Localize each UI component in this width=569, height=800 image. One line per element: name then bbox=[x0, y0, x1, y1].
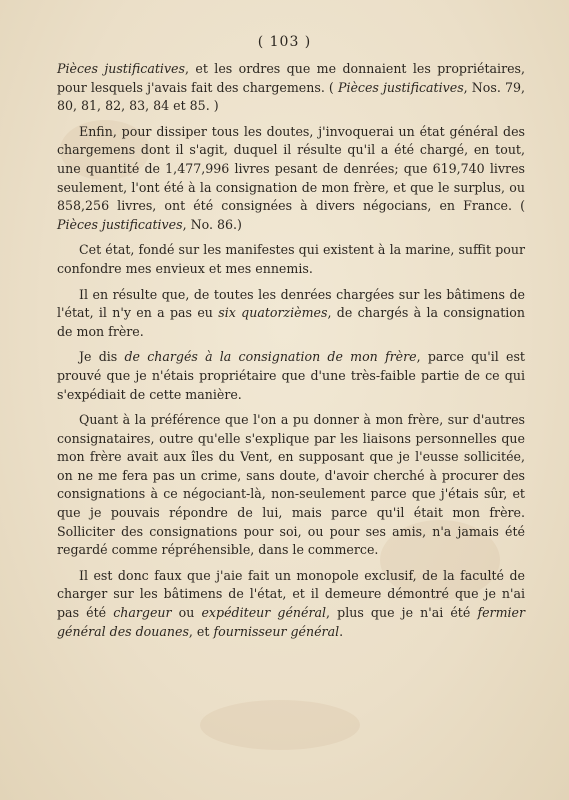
paragraph bbox=[57, 348, 525, 404]
text-run: Il en résulte que, de toutes les denrées chargées sur les bâtimens de l'état, il n'y en a pas eu bbox=[57, 286, 525, 321]
body-text bbox=[57, 60, 525, 648]
text-run: Cet état, fondé sur les manifestes qui existent à la marine, suffit pour confondre mes envieux et mes ennemis. bbox=[57, 242, 525, 276]
italic-text: six quatorzièmes bbox=[218, 305, 328, 321]
paper-stain bbox=[200, 700, 360, 750]
italic-text: Pièces justificatives bbox=[57, 216, 183, 232]
paragraph bbox=[57, 123, 525, 235]
paragraph bbox=[57, 241, 525, 278]
italic-text: expéditeur général bbox=[201, 605, 327, 621]
text-run: , de chargés à la consignation de mon frère. bbox=[57, 305, 525, 339]
italic-text: Pièces justificatives bbox=[337, 79, 464, 95]
text-run: Je dis bbox=[79, 349, 125, 365]
paragraph bbox=[57, 567, 525, 641]
italic-text: fermier général des douanes bbox=[57, 605, 526, 639]
italic-text: chargeur bbox=[113, 605, 172, 621]
paragraph bbox=[57, 60, 525, 116]
italic-text: Pièces justificatives bbox=[57, 61, 185, 76]
text-run: , parce qu'il est prouvé que je n'étais propriétaire que d'une très-faible partie de ce qui s'expédiait de cette manière. bbox=[57, 349, 525, 402]
page-number: ( 103 ) bbox=[257, 34, 312, 50]
text-run: , et bbox=[188, 623, 214, 639]
text-run: Quant à la préférence que l'on a pu donner à mon frère, sur d'autres consignataires, outre qu'elle s'explique par les liaisons personnelles que mon frère avait aux îles du Vent, en supposant que je l'eusse sollicitée, on ne me fera pas un crime, sans doute, d'avoir cherché à procurer des consignations à ce négociant-là, non-seulement parce que j'étais sûr, et que je pouvais répondre de lui, mais parce qu'il était mon frère. Solliciter des consignations pour soi, ou pour ses amis, n'a jamais été regardé comme répréhensible, dans le commerce. bbox=[57, 412, 525, 558]
text-run: Il est donc faux que j'aie fait un monopole exclusif, de la faculté de charger sur les bâtimens de l'état, et il demeure démontré que je n'ai pas été bbox=[57, 567, 525, 621]
italic-text: de chargés à la consignation de mon frère bbox=[124, 349, 417, 365]
text-run: , et les ordres que me donnaient les propriétaires, pour lesquels j'avais fait des chargemens. ( bbox=[57, 61, 526, 95]
text-run: , Nos. 79, 80, 81, 82, 83, 84 et 85. ) bbox=[57, 79, 525, 114]
text-run: , No. 86.) bbox=[182, 216, 242, 232]
text-run: , plus que je n'ai été bbox=[326, 605, 478, 621]
paragraph bbox=[57, 411, 525, 560]
text-run: ou bbox=[171, 605, 202, 621]
text-run: . bbox=[339, 623, 344, 639]
paragraph bbox=[57, 286, 525, 342]
italic-text: fournisseur général bbox=[213, 623, 340, 639]
text-run: Enfin, pour dissiper tous les doutes, j'invoquerai un état général des chargemens dont il s'agit, duquel il résulte qu'il a été chargé, en tout, une quantité de 1,477,996 livres pesant de denrées; que 619,740 livres seulement, l'ont été à la consignation de mon frère, et que le surplus, ou 858,256 livres, ont été consignées à divers négocians, en France. ( bbox=[57, 123, 525, 214]
